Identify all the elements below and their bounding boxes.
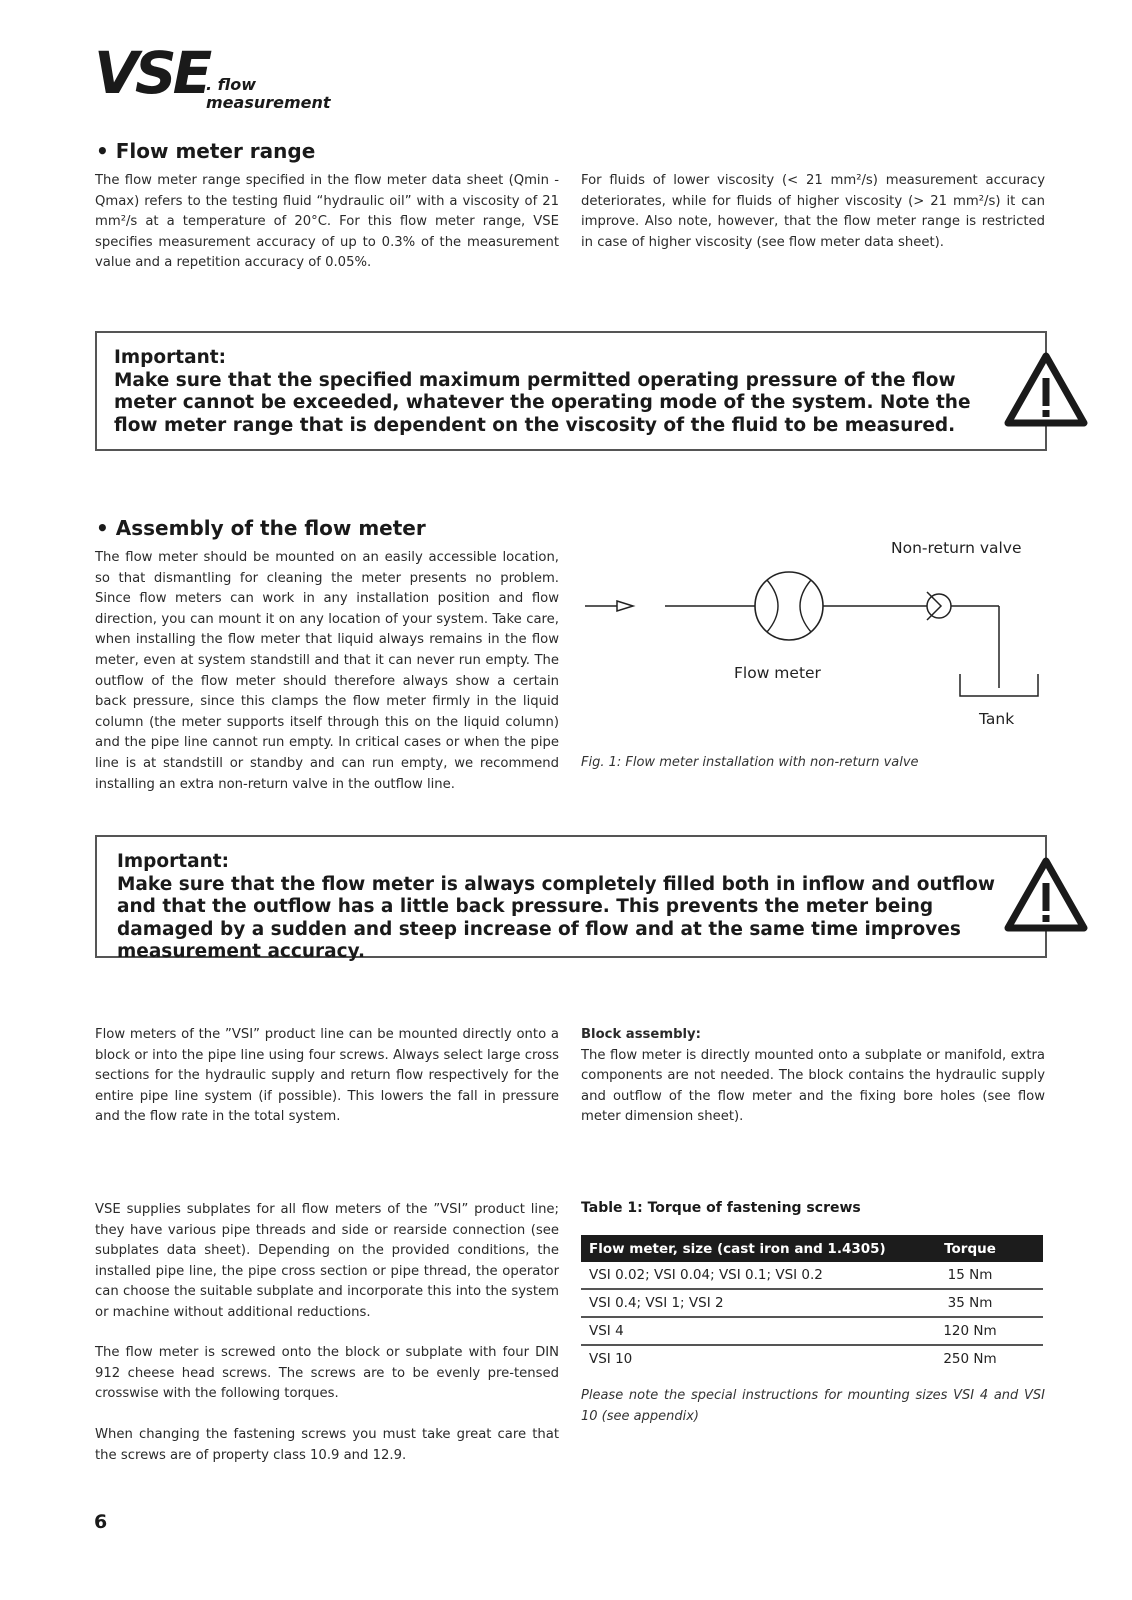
table-row: [581, 1345, 1043, 1372]
table-row: [581, 1262, 1043, 1289]
cell-torque: 120 Nm: [897, 1317, 1043, 1345]
logo-flow: . flow: [206, 75, 257, 94]
block-assembly-title: Block assembly:: [581, 1027, 701, 1042]
cell-torque: 250 Nm: [943, 1351, 997, 1367]
screw-class-text: When changing the fastening screws you must take great care that the screws are of property class 10.9 and 12.9.: [95, 1427, 559, 1463]
arrow-icon: [585, 601, 633, 611]
label-flow-meter: Flow meter: [734, 664, 821, 682]
page-number: 6: [94, 1511, 108, 1533]
vsi-mounting-text: Flow meters of the ”VSI” product line can be mounted directly onto a block or into the pipe line using four screws. Always select large cross sections for the hydraulic supply and return flow respectively for the entire pipe line system (if possible). This lowers the fall in pressure and the flow rate in the total system.: [95, 1027, 559, 1125]
notice-body: Make sure that the flow meter is always completely filled both in inflow and outflow and that the outflow has a little back pressure. This prevents the meter being damaged by a sudden and steep increase of flow and at the same time improves measurement accuracy.: [117, 873, 995, 962]
assembly-text: The flow meter should be mounted on an easily accessible location, so that dismantling for cleaning the meter presents no problem. Since flow meters can work in any installation position and flow direction, you can mount it on any location of your system. Take care, when installing the flow meter that liquid always remains in the flow meter, even at system standstill and that it can never run empty. The outflow of the flow meter should therefore always show a certain back pressure, since this clamps the flow meter firmly in the liquid column (the meter supports itself through this on the liquid column) and the pipe line cannot run empty. In critical cases or when the pipe line is at standstill or standby and can run empty, we recommend installing an extra non-return valve in the outflow line.: [95, 550, 559, 792]
block-assembly: [581, 1025, 1045, 1128]
notice-title: Important:: [114, 347, 226, 368]
vse-logo: [94, 39, 354, 122]
cell-torque: 35 Nm: [897, 1289, 1043, 1317]
check-valve-symbol: [927, 592, 951, 620]
logo-vse: VSE: [94, 39, 209, 107]
notice-body: Make sure that the specified maximum permitted operating pressure of the flow meter cannot be exceeded, whatever the operating mode of the system. Note the flow meter range that is dependent on the viscosity of the fluid to be measured.: [114, 369, 971, 436]
heading-assembly: • Assembly of the flow meter: [96, 516, 426, 540]
cell-torque: 15 Nm: [897, 1262, 1043, 1289]
block-assembly-text: The flow meter is directly mounted onto a subplate or manifold, extra components are not needed. The block contains the hydraulic supply and outflow of the flow meter and the fixing bore holes (see flow meter dimension sheet).: [581, 1047, 1045, 1125]
torque-table: [581, 1235, 1043, 1372]
label-non-return-valve: Non-return valve: [891, 539, 1022, 557]
column-header-size: Flow meter, size (cast iron and 1.4305): [581, 1235, 897, 1262]
cell-size: VSI 0.02; VSI 0.04; VSI 0.1; VSI 0.2: [581, 1262, 897, 1289]
cell-size: VSI 0.4; VSI 1; VSI 2: [581, 1289, 897, 1317]
warning-triangle-icon: [1003, 350, 1089, 428]
cell-size: VSI 10: [589, 1351, 633, 1367]
screws-text: The flow meter is screwed onto the block or subplate with four DIN 912 cheese head screws. The screws are to be evenly pre-tensed crosswise with the following torques.: [95, 1345, 559, 1402]
table-row: [581, 1317, 1043, 1345]
column-header-torque: Torque: [897, 1235, 1043, 1262]
notice-title: Important:: [117, 851, 229, 872]
warning-triangle-icon: [1003, 855, 1089, 933]
flow-range-text-right: For fluids of lower viscosity (< 21 mm²/s) measurement accuracy deteriorates, while for fluids of higher viscosity (> 21 mm²/s) it can improve. Also note, however, that the flow meter range is restricted in case of higher viscosity (see flow meter data sheet).: [581, 173, 1045, 250]
installation-diagram: [575, 560, 1055, 710]
flow-meter-symbol: [755, 572, 823, 640]
table-note: Please note the special instructions for mounting sizes VSI 4 and VSI 10 (see appendix): [581, 1388, 1045, 1424]
table-title: Table 1: Torque of fastening screws: [581, 1200, 861, 1216]
heading-flow-meter-range: • Flow meter range: [96, 139, 316, 163]
cell-size: VSI 4: [581, 1317, 897, 1345]
subplates-text: VSE supplies subplates for all flow meters of the ”VSI” product line; they have various pipe threads and side or rearside connection (see subplates data sheet). Depending on the provided conditions, the installed pipe line, the pipe cross section or pipe thread, the operator can choose the suitable subplate and incorporate this into the system or machine without additional reductions.: [95, 1202, 559, 1320]
flow-range-text-left: The flow meter range specified in the flow meter data sheet (Qmin - Qmax) refers to the testing fluid “hydraulic oil” with a viscosity of 21 mm²/s at a temperature of 20°C. For this flow meter range, VSE specifies measurement accuracy of up to 0.3% of the measurement value and a repetition accuracy of 0.05%.: [95, 173, 559, 271]
figure-caption: Fig. 1: Flow meter installation with non-return valve: [581, 755, 919, 770]
label-tank: Tank: [979, 710, 1015, 728]
logo-measurement: measurement: [206, 93, 331, 112]
table-header-row: [581, 1235, 1043, 1262]
table-row: [581, 1289, 1043, 1317]
important-notice-filled: [95, 835, 1047, 962]
important-notice-pressure: [95, 331, 1047, 451]
